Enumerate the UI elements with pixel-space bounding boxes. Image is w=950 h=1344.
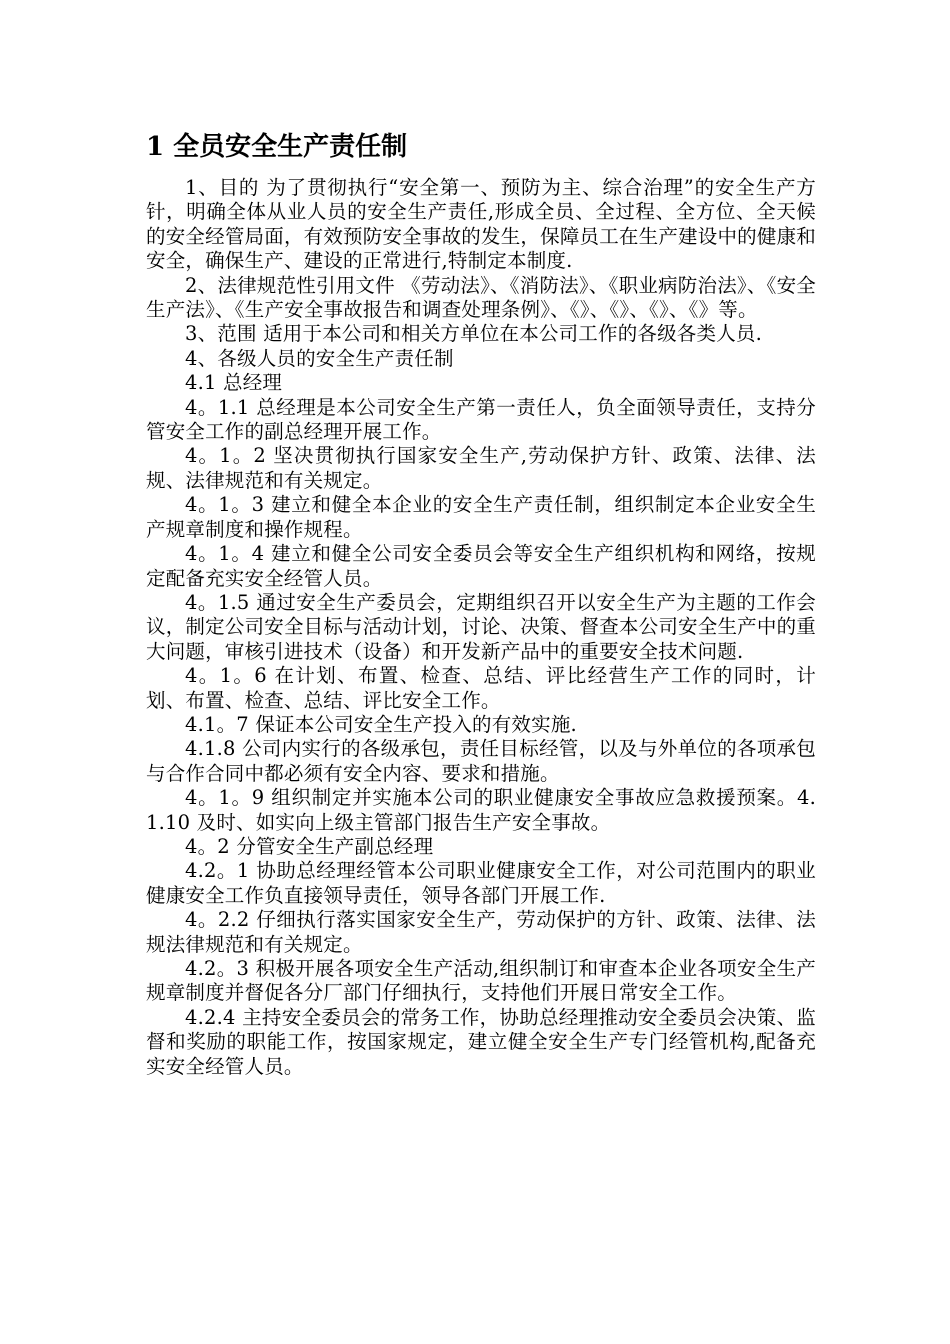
paragraph-4-1-4: 4。1。4 建立和健全公司安全委员会等安全生产组织机构和网络，按规定配备充实安全经管人员。	[146, 542, 816, 590]
paragraph-deputy-manager: 4。2 分管安全生产副总经理	[185, 834, 434, 858]
paragraph-general-manager: 4.1 总经理	[185, 371, 283, 395]
paragraph-responsibility-title: 4、各级人员的安全生产责任制	[185, 346, 454, 370]
paragraph-4-2-2: 4。2.2 仔细执行落实国家安全生产，劳动保护的方针、政策、法律、法规法律规范和有关规定。	[146, 908, 816, 956]
paragraph-scope: 3、范围 适用于本公司和相关方单位在本公司工作的各级各类人员.	[185, 322, 763, 346]
paragraph-4-1-6: 4。1。6 在计划、布置、检查、总结、评比经营生产工作的同时，计划、布置、检查、总结、评比安全工作。	[146, 664, 816, 712]
paragraph-purpose: 1、目的 为了贯彻执行“安全第一、预防为主、综合治理”的安全生产方针，明确全体从业人员的安全生产责任,形成全员、全过程、全方位、全天候的安全经管局面，有效预防安全事故的发生，保障员工在生产建设中的健康和安全，确保生产、建设的正常进行,特制定本制度.	[146, 176, 816, 273]
document-body	[146, 176, 816, 1079]
paragraph-4-1-2: 4。1。2 坚决贯彻执行国家安全生产,劳动保护方针、政策、法律、法规、法律规范和有关规定。	[146, 444, 816, 492]
document-heading: 1 全员安全生产责任制	[146, 132, 408, 162]
paragraph-4-1-5: 4。1.5 通过安全生产委员会，定期组织召开以安全生产为主题的工作会议，制定公司安全目标与活动计划，讨论、决策、督查本公司安全生产中的重大问题，审核引进技术（设备）和开发新产品中的重要安全技术问题.	[146, 590, 816, 663]
document-page	[146, 128, 816, 1079]
paragraph-4-2-4: 4.2.4 主持安全委员会的常务工作，协助总经理推动安全委员会决策、监督和奖励的职能工作，按国家规定，建立健全安全生产专门经管机构,配备充实安全经管人员。	[146, 1005, 816, 1078]
paragraph-4-1-3: 4。1。3 建立和健全本企业的安全生产责任制，组织制定本企业安全生产规章制度和操作规程。	[146, 493, 816, 541]
paragraph-4-1-7: 4.1。7 保证本公司安全生产投入的有效实施.	[185, 712, 577, 736]
paragraph-4-1-9: 4。1。9 组织制定并实施本公司的职业健康安全事故应急救援预案。4.1.10 及时、如实向上级主管部门报告生产安全事故。	[146, 786, 816, 834]
paragraph-references: 2、法律规范性引用文件 《劳动法》、《消防法》、《职业病防治法》、《安全生产法》、《生产安全事故报告和调查处理条例》、《》、《》、《》、《》等。	[146, 273, 816, 322]
paragraph-4-1-8: 4.1.8 公司内实行的各级承包，责任目标经管，以及与外单位的各项承包与合作合同中都必须有安全内容、要求和措施。	[146, 737, 816, 785]
paragraph-4-1-1: 4。1.1 总经理是本公司安全生产第一责任人，负全面领导责任，支持分管安全工作的副总经理开展工作。	[146, 395, 816, 444]
paragraph-4-2-3: 4.2。3 积极开展各项安全生产活动,组织制订和审查本企业各项安全生产规章制度并督促各分厂部门仔细执行，支持他们开展日常安全工作。	[146, 957, 816, 1005]
paragraph-4-2-1: 4.2。1 协助总经理经管本公司职业健康安全工作，对公司范围内的职业健康安全工作负直接领导责任，领导各部门开展工作.	[146, 859, 816, 907]
